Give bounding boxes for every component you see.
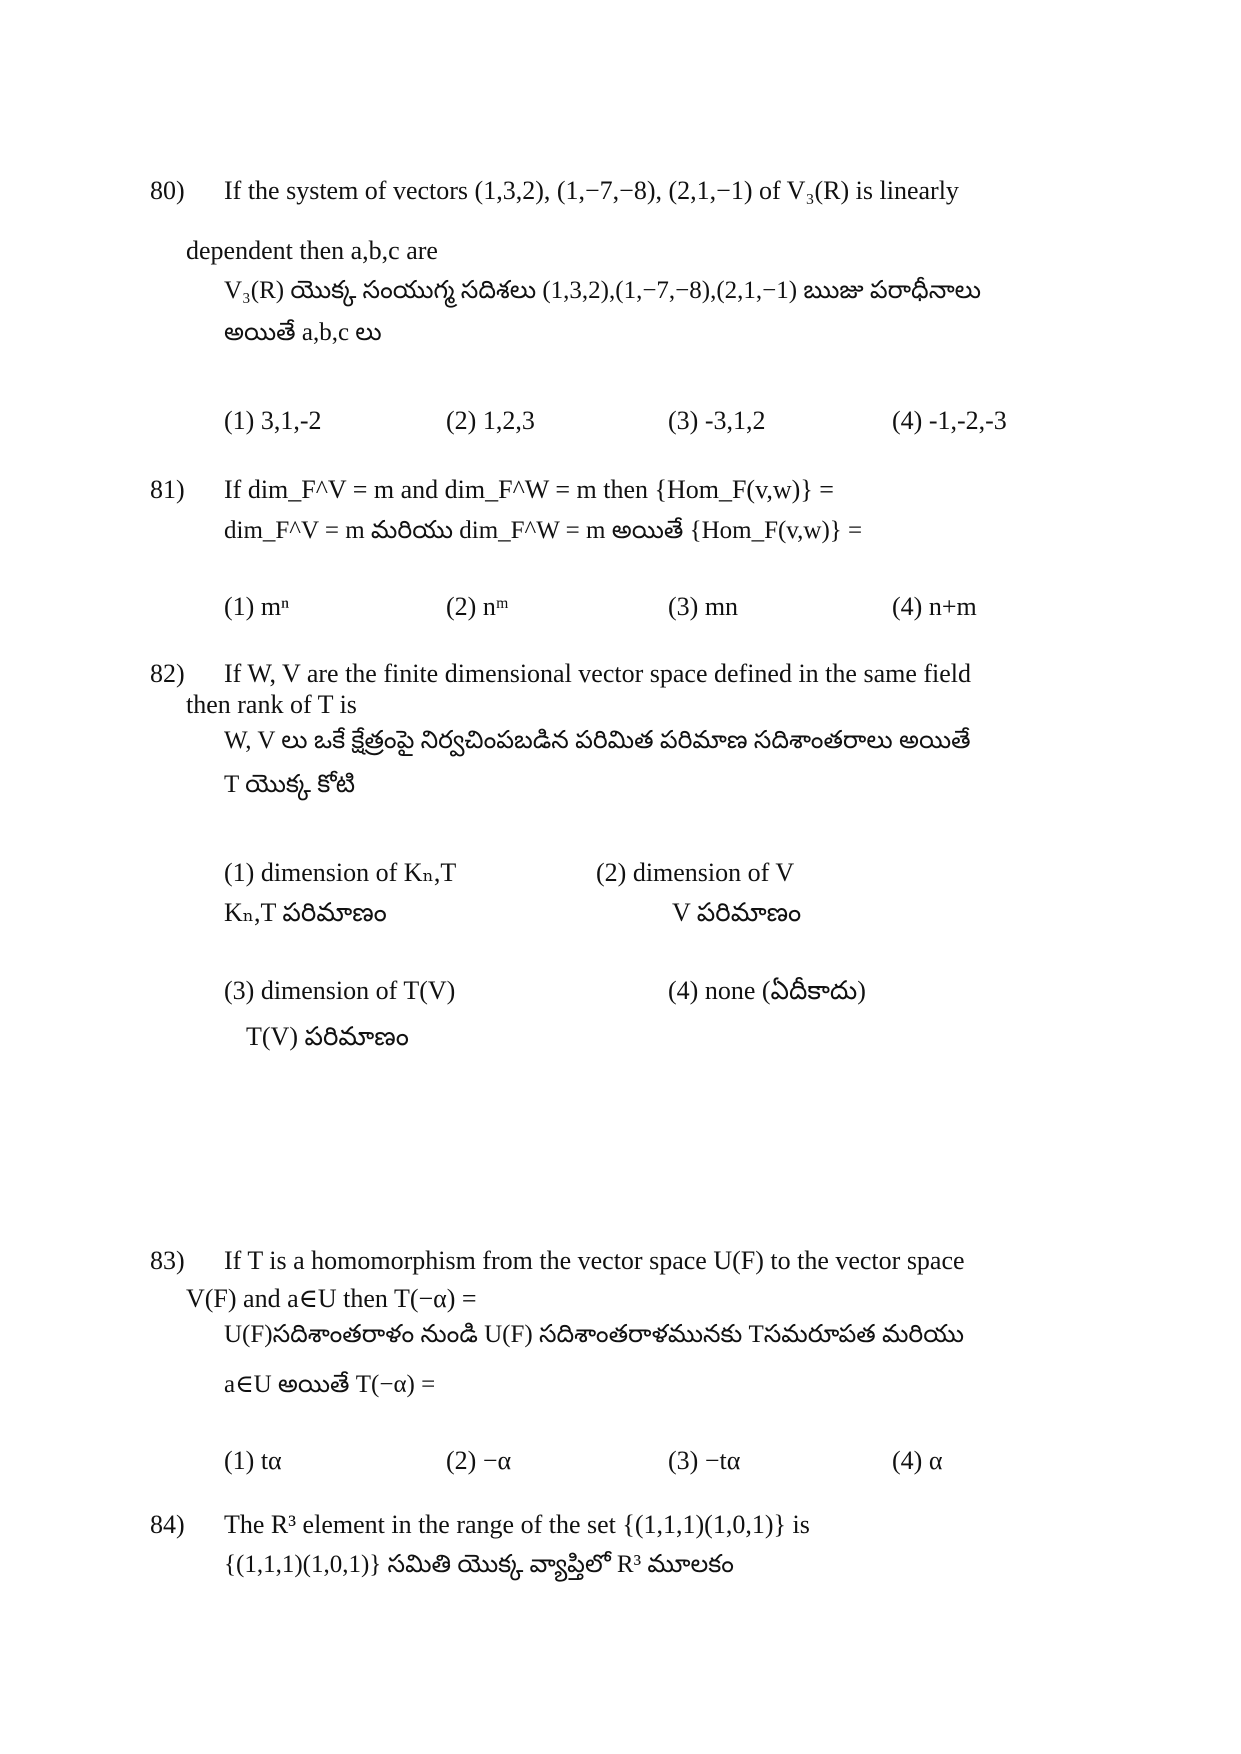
question-text-en: dependent then a,b,c are [186, 236, 438, 265]
question-number: 84) [150, 1510, 185, 1539]
question-text-en: If the system of vectors (1,3,2), (1,−7,−8), (2,1,−1) of V₃(R) is linearly [224, 176, 959, 205]
question-text-te: W, V లు ఒకే క్షేత్రంపై నిర్వచింపబడిన పరిమిత పరిమాణ సదిశాంతరాలు అయితే [224, 727, 971, 754]
question-text-te: dim_F^V = m మరియు dim_F^W = m అయితే {Hom_F(v,w)} = [224, 517, 863, 544]
option-1: (1) dimension of Kₙ,T [224, 858, 457, 887]
question-text-en: then rank of T is [186, 690, 357, 719]
question-text-en: V(F) and a∈U then T(−α) = [186, 1284, 477, 1313]
option-2: (2) nᵐ [446, 592, 509, 621]
question-text-te: {(1,1,1)(1,0,1)} సమితి యొక్క వ్యాప్తిలో R³ మూలకం [224, 1551, 734, 1578]
option-2: (2) 1,2,3 [446, 406, 535, 435]
option-2-te: V పరిమాణం [672, 898, 802, 927]
option-3-te: T(V) పరిమాణం [246, 1022, 409, 1051]
question-number: 83) [150, 1246, 185, 1275]
option-3: (3) dimension of T(V) [224, 976, 456, 1005]
question-text-te: T యొక్క కోటి [224, 771, 356, 798]
option-3: (3) -3,1,2 [668, 406, 766, 435]
question-text-en: If W, V are the finite dimensional vector space defined in the same field [224, 659, 972, 688]
option-3: (3) mn [668, 592, 739, 621]
option-2: (2) −α [446, 1446, 512, 1475]
option-1-te: Kₙ,T పరిమాణం [224, 898, 387, 927]
question-text-te: అయితే a,b,c లు [224, 319, 382, 346]
question-number: 80) [150, 176, 185, 205]
option-4: (4) -1,-2,-3 [892, 406, 1007, 435]
question-text-en: The R³ element in the range of the set {(1,1,1)(1,0,1)} is [224, 1510, 810, 1539]
option-4: (4) α [892, 1446, 943, 1475]
option-2: (2) dimension of V [596, 858, 795, 887]
question-text-te: a∈U అయితే T(−α) = [224, 1371, 436, 1398]
option-1: (1) tα [224, 1446, 282, 1475]
question-number: 82) [150, 659, 185, 688]
option-1: (1) mⁿ [224, 592, 290, 621]
question-number: 81) [150, 475, 185, 504]
question-text-en: If T is a homomorphism from the vector space U(F) to the vector space [224, 1246, 965, 1275]
question-text-en: If dim_F^V = m and dim_F^W = m then {Hom_F(v,w)} = [224, 475, 834, 504]
question-text-te: U(F)సదిశాంతరాళం నుండి U(F) సదిశాంతరాళమునకు Tసమరూపత మరియు [224, 1321, 965, 1348]
option-1: (1) 3,1,-2 [224, 406, 322, 435]
question-text-te: V₃(R) యొక్క సంయుగ్మ సదిశలు (1,3,2),(1,−7,−8),(2,1,−1) ఋజు పరాధీనాలు [224, 277, 982, 304]
option-4: (4) none (ఏదీకాదు) [668, 976, 866, 1005]
option-4: (4) n+m [892, 592, 977, 621]
option-3: (3) −tα [668, 1446, 741, 1475]
